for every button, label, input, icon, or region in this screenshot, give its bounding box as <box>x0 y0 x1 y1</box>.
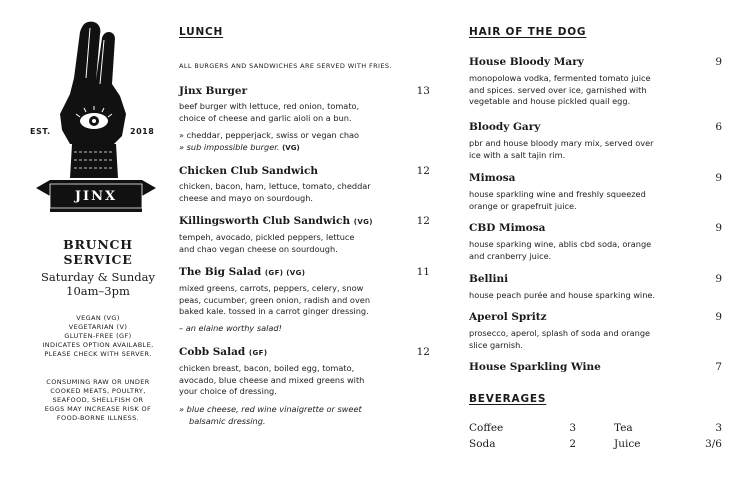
desc-line: house sparkling wine and freshly squeezed <box>469 189 646 199</box>
drink-price: 9 <box>715 273 722 285</box>
beverage-price: 3 <box>569 422 576 434</box>
drink-desc <box>469 189 646 212</box>
menu-item-options <box>179 404 362 427</box>
menu-item-price: 12 <box>416 346 430 358</box>
drink-name: House Sparkling Wine <box>469 361 601 373</box>
desc-line: chicken, bacon, ham, lettuce, tomato, cheddar <box>179 181 371 191</box>
brunch-title-line1: BRUNCH <box>63 237 133 252</box>
warning-line: EGGS MAY INCREASE RISK OF <box>44 405 152 413</box>
drink-name: Aperol Spritz <box>469 311 547 323</box>
desc-line: and spices. served over ice, garnished with <box>469 84 647 95</box>
drink-name: Mimosa <box>469 172 516 184</box>
brunch-time: 10am–3pm <box>66 284 130 298</box>
drink-price: 9 <box>715 222 722 234</box>
beverage-name: Juice <box>614 438 641 450</box>
desc-line: baked kale. tossed in a carrot ginger dressing. <box>179 306 369 316</box>
desc-line: cheese and mayo on sourdough. <box>179 192 313 203</box>
menu-item-desc <box>179 283 370 318</box>
drink-price: 9 <box>715 56 722 68</box>
key-vegan: VEGAN (VG) <box>76 314 120 322</box>
lunch-note: ALL BURGERS AND SANDWICHES ARE SERVED WITH FRIES. <box>179 62 392 70</box>
option-line: » sub impossible burger. <box>179 141 280 152</box>
menu-item-name <box>179 215 373 227</box>
desc-line: tempeh, avocado, pickled peppers, lettuce <box>179 232 355 242</box>
drink-name: Bloody Gary <box>469 121 541 133</box>
menu-item-desc <box>179 232 354 255</box>
desc-line: slice garnish. <box>469 339 523 350</box>
dietary-tag: (GF) <box>248 349 268 357</box>
jinx-logo <box>30 18 162 223</box>
warning-line: SEAFOOD, SHELLFISH OR <box>52 396 144 404</box>
beverage-name: Tea <box>614 422 633 434</box>
logo-wordmark: JINX <box>74 189 118 204</box>
desc-line: prosecco, aperol, splash of soda and orange <box>469 328 651 338</box>
menu-item-price: 12 <box>416 215 430 227</box>
dietary-tag: (VG) <box>282 143 300 152</box>
brunch-hours <box>18 270 178 298</box>
beverage-name: Soda <box>469 438 496 450</box>
desc-line: mixed greens, carrots, peppers, celery, snow <box>179 283 364 293</box>
menu-item-options <box>179 130 359 154</box>
brunch-title-line2: SERVICE <box>63 252 133 267</box>
option-line: balsamic dressing. <box>189 415 266 426</box>
beverage-name: Coffee <box>469 422 504 434</box>
key-vegetarian: VEGETARIAN (V) <box>68 323 128 331</box>
brunch-service-title <box>18 237 178 267</box>
brunch-days: Saturday & Sunday <box>41 270 155 284</box>
menu-item-desc <box>179 101 359 124</box>
menu-item-name: Jinx Burger <box>179 85 248 97</box>
menu-item-desc <box>179 181 371 204</box>
desc-line: peas, cucumber, green onion, radish and oven <box>179 294 371 305</box>
desc-line: avocado, blue cheese and mixed greens with <box>179 374 365 385</box>
beverages-heading: BEVERAGES <box>469 393 547 405</box>
drink-name: Bellini <box>469 273 509 285</box>
beverage-price: 2 <box>569 438 576 450</box>
drink-price: 7 <box>715 361 722 373</box>
warning-line: FOOD-BORNE ILLNESS. <box>56 414 140 422</box>
drink-price: 6 <box>715 121 722 133</box>
desc-line: house sparking wine, ablis cbd soda, orange <box>469 239 652 249</box>
item-title: The Big Salad <box>179 266 262 278</box>
beverage-price: 3 <box>715 422 722 434</box>
desc-line: beef burger with lettuce, red onion, tomato, <box>179 101 360 111</box>
menu-item-name: Chicken Club Sandwich <box>179 165 319 177</box>
desc-line: and cranberry juice. <box>469 250 552 261</box>
desc-line: your choice of dressing. <box>179 386 277 396</box>
option-line: – an elaine worthy salad! <box>179 323 282 333</box>
menu-item-options <box>179 323 282 335</box>
drink-desc <box>469 73 651 108</box>
warning-line: COOKED MEATS, POULTRY, <box>50 387 146 395</box>
option-line: » cheddar, pepperjack, swiss or vegan chao <box>179 130 360 140</box>
key-note-1: INDICATES OPTION AVAILABLE, <box>42 341 154 349</box>
drink-desc <box>469 328 650 351</box>
menu-item-price: 12 <box>416 165 430 177</box>
menu-item-desc <box>179 363 364 398</box>
drink-desc <box>469 138 654 161</box>
drink-price: 9 <box>715 311 722 323</box>
drink-name: House Bloody Mary <box>469 56 584 68</box>
item-title: Cobb Salad <box>179 346 246 358</box>
desc-line: orange or grapefruit juice. <box>469 200 577 211</box>
drink-desc <box>469 290 655 302</box>
dietary-tag: (VG) <box>353 218 373 226</box>
item-title: Killingsworth Club Sandwich <box>179 215 351 227</box>
key-gluten-free: GLUTEN-FREE (GF) <box>64 332 132 340</box>
desc-line: vegetable and house pickled quail egg. <box>469 96 631 106</box>
warning-line: CONSUMING RAW OR UNDER <box>46 378 150 386</box>
desc-line: pbr and house bloody mary mix, served over <box>469 138 654 148</box>
beverage-price: 3/6 <box>705 438 722 450</box>
menu-item-name <box>179 266 305 278</box>
lunch-heading: LUNCH <box>179 26 224 38</box>
dietary-tag: (GF) (VG) <box>264 269 306 277</box>
drink-desc <box>469 239 651 262</box>
menu-item-price: 11 <box>416 266 430 278</box>
est-year: 2018 <box>130 127 155 136</box>
drink-name: CBD Mimosa <box>469 222 546 234</box>
drink-price: 9 <box>715 172 722 184</box>
food-warning <box>18 378 178 423</box>
dietary-key <box>18 314 178 359</box>
est-label: EST. <box>30 127 51 136</box>
menu-item-price: 13 <box>416 85 430 97</box>
desc-line: and chao vegan cheese on sourdough. <box>179 243 338 254</box>
key-note-2: PLEASE CHECK WITH SERVER. <box>44 350 152 358</box>
menu-item-name <box>179 346 267 358</box>
hair-of-the-dog-heading: HAIR OF THE DOG <box>469 26 587 38</box>
desc-line: ice with a salt tajin rim. <box>469 149 566 160</box>
desc-line: monopolowa vodka, fermented tomato juice <box>469 73 651 83</box>
option-line: » blue cheese, red wine vinaigrette or sweet <box>179 404 362 414</box>
desc-line: choice of cheese and garlic aioli on a bun. <box>179 112 352 123</box>
desc-line: house peach purée and house sparking wine. <box>469 290 656 300</box>
desc-line: chicken breast, bacon, boiled egg, tomato, <box>179 363 355 373</box>
